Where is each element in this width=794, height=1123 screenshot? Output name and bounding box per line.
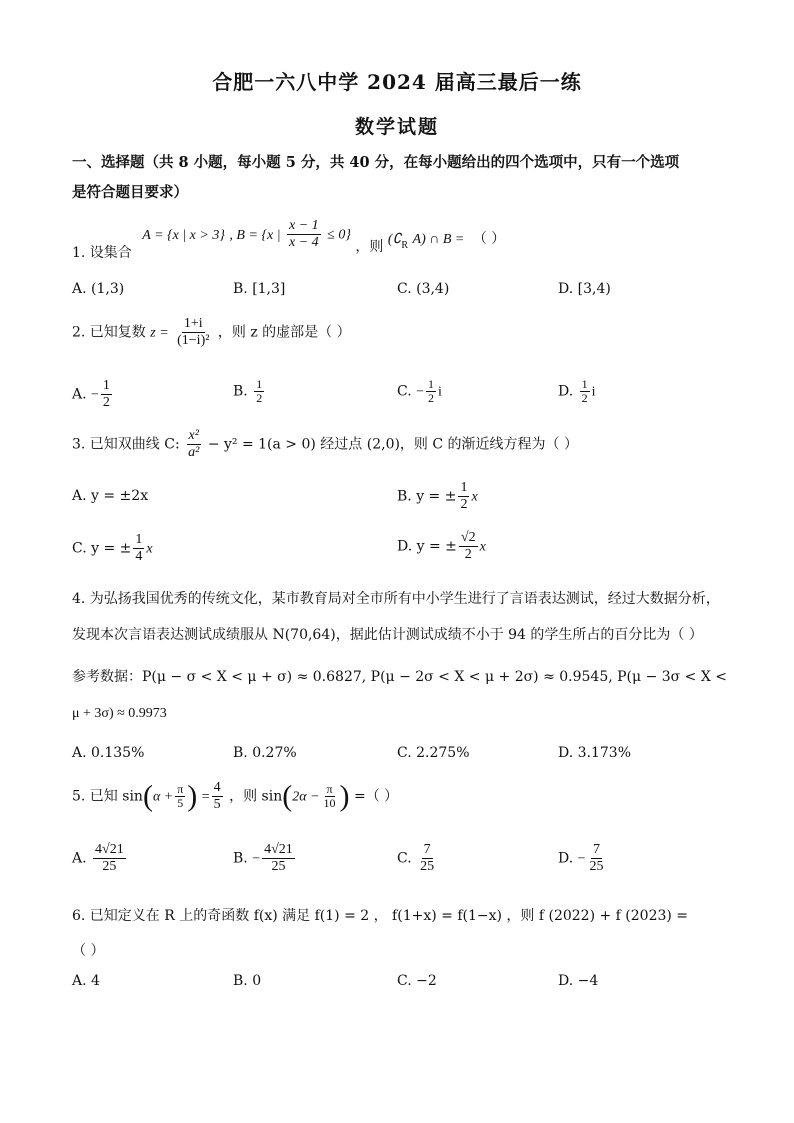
q2-option-b[interactable] — [233, 378, 266, 405]
q3-prefix: 3. 已知双曲线 C: — [72, 436, 180, 453]
q1-number: 1. 设集合 — [72, 244, 132, 261]
q5-paren-close: ) — [187, 779, 198, 813]
q5-option-b-label: B. — [233, 850, 248, 867]
q5-mid: ，则 sin — [229, 788, 283, 805]
question-1 — [72, 218, 732, 261]
q2-option-c-fraction — [426, 378, 436, 405]
q4-line1: 4. 为弘扬我国优秀的传统文化，某市教育局对全市所有中小学生进行了言语表达测试，经过大数据分析， — [72, 591, 720, 607]
q5-option-c-fraction — [418, 842, 436, 875]
q2-option-b-num: 1 — [256, 377, 263, 391]
q2-prefix: 2. 已知复数 — [72, 324, 146, 341]
q5-option-c-label: C. — [397, 850, 412, 867]
section-heading-line1: 一、选择题（共 8 小题，每小题 5 分，共 40 分，在每小题给出的四个选项中，只有一个选项 — [72, 154, 680, 171]
q2-option-a-label: A. — [72, 386, 87, 403]
q3-option-c-num: 1 — [135, 532, 143, 547]
q5-option-b-den: 25 — [271, 859, 286, 874]
q1-expression: A) ∩ B = — [412, 231, 465, 247]
q3-option-b-label: B. y = ± — [397, 488, 457, 505]
q2-z-eq: z = — [150, 325, 169, 341]
q3-option-b-den: 2 — [460, 497, 468, 512]
q5-eq: = — [201, 789, 210, 805]
q1-option-b[interactable]: B. [1,3] — [233, 281, 286, 297]
q3-fraction-denominator: a² — [188, 445, 200, 460]
q2-option-b-den: 2 — [256, 391, 263, 405]
q3-option-c-den: 4 — [135, 549, 143, 564]
q5-two-alpha: 2α − — [292, 789, 320, 805]
q4-option-d[interactable]: D. 3.173% — [558, 745, 632, 761]
q5-option-b-sign: − — [252, 851, 261, 867]
q1-complement: (∁ — [387, 231, 402, 247]
q2-option-a-num: 1 — [102, 378, 110, 393]
q3-option-d-num: √2 — [460, 530, 476, 545]
q3-option-b-num: 1 — [460, 480, 468, 495]
q1-complement-sub: R — [401, 240, 409, 252]
q5-four: 4 — [213, 780, 221, 795]
q1-fraction — [287, 218, 321, 251]
q2-option-c-num: 1 — [428, 377, 435, 391]
q1-set-b-suffix: ≤ 0} — [327, 227, 351, 243]
q1-then: ，则 — [355, 238, 384, 255]
q4-line3: 参考数据：P(μ − σ < X < μ + σ) ≈ 0.6827, P(μ − 2σ < X < μ + 2σ) ≈ 0.9545, P(μ − 3σ < X < — [72, 669, 727, 685]
q4-option-b[interactable]: B. 0.27% — [233, 745, 297, 761]
q3-option-d-den: 2 — [464, 547, 472, 562]
q2-option-a[interactable] — [72, 378, 114, 411]
q2-option-b-fraction — [254, 378, 264, 405]
q5-option-d-label: D. — [558, 850, 574, 867]
q5-four-fifths — [212, 780, 223, 813]
q5-option-c[interactable] — [397, 842, 438, 875]
q5-five: 5 — [177, 796, 184, 810]
q2-option-c-den: 2 — [428, 391, 435, 405]
q5-option-c-den: 25 — [420, 859, 435, 874]
q3-option-c-label: C. y = ± — [72, 540, 132, 557]
q5-paren2-open: ( — [282, 779, 293, 813]
q6-option-a[interactable]: A. 4 — [72, 973, 100, 989]
section-heading-line2: 是符合题目要求） — [72, 184, 188, 201]
q5-pi-over-10 — [322, 783, 338, 810]
exam-subtitle: 数学试题 — [354, 116, 439, 138]
q1-option-d[interactable]: D. [3,4) — [558, 281, 611, 297]
q1-fraction-denominator: x − 4 — [289, 235, 319, 250]
q1-option-a[interactable]: A. (1,3) — [72, 281, 125, 297]
q5-option-d-num: 7 — [593, 842, 601, 857]
q2-option-a-fraction — [101, 378, 112, 411]
q4-line4: μ + 3σ) ≈ 0.9973 — [72, 706, 167, 721]
q2-option-d[interactable] — [558, 378, 596, 405]
q6-option-b[interactable]: B. 0 — [233, 973, 262, 989]
q5-option-d-den: 25 — [589, 859, 604, 874]
q5-option-a-label: A. — [72, 850, 87, 867]
section-heading — [72, 148, 732, 208]
q3-option-d-x: x — [479, 539, 486, 555]
q2-option-d-fraction — [580, 378, 590, 405]
q5-paren-open: ( — [142, 779, 153, 813]
q5-option-c-num: 7 — [423, 842, 431, 857]
question-3 — [72, 428, 732, 461]
q3-fraction — [186, 428, 201, 461]
q5-tail: =（ ） — [354, 788, 399, 805]
q5-pi: π — [177, 782, 184, 796]
q6-option-c[interactable]: C. −2 — [397, 973, 437, 989]
q5-option-b[interactable] — [233, 842, 297, 875]
q2-fraction-denominator: (1−i)² — [177, 333, 210, 348]
q5-paren2-close: ) — [339, 779, 350, 813]
q3-fraction-numerator: x² — [188, 428, 199, 443]
q5-pi-2: π — [326, 782, 333, 796]
q5-option-a-num: 4√21 — [95, 842, 124, 857]
exam-title: 合肥一六八中学 2024 届高三最后一练 — [212, 70, 582, 94]
q2-option-b-label: B. — [233, 383, 248, 400]
q3-option-a[interactable]: A. y = ±2x — [72, 488, 149, 504]
q2-fraction — [175, 316, 211, 349]
q3-option-d-fraction — [459, 530, 478, 563]
q2-option-a-den: 2 — [102, 395, 110, 410]
q3-tail: − y² = 1(a > 0) 经过点 (2,0)，则 C 的渐近线方程为（ ） — [207, 436, 578, 453]
q5-ten: 10 — [323, 796, 336, 810]
q5-five-2: 5 — [213, 797, 221, 812]
q5-pi-over-5 — [175, 783, 185, 810]
q5-option-b-num: 4√21 — [264, 842, 293, 857]
q3-option-c-fraction — [133, 532, 144, 565]
q5-option-a-den: 25 — [102, 859, 117, 874]
q2-option-d-den: 2 — [581, 391, 588, 405]
q2-tail: ，则 z 的虚部是（ ） — [217, 324, 351, 341]
q5-option-a[interactable] — [72, 842, 128, 875]
q2-option-c-label: C. — [397, 383, 412, 400]
q1-set-a: A = {x | x > 3} — [142, 227, 225, 243]
q2-option-c-sign: − — [416, 384, 425, 400]
q2-option-c-suffix: i — [438, 384, 442, 400]
q1-option-c[interactable]: C. (3,4) — [397, 281, 450, 297]
q3-option-b[interactable] — [397, 480, 478, 513]
q3-option-c[interactable] — [72, 532, 153, 565]
q3-option-d[interactable] — [397, 530, 486, 563]
q2-option-d-label: D. — [558, 383, 574, 400]
q1-set-b-prefix: , B = {x | — [229, 227, 281, 243]
q2-option-d-num: 1 — [581, 377, 588, 391]
q3-option-d-label: D. y = ± — [397, 538, 457, 555]
q5-option-a-fraction — [93, 842, 126, 875]
q1-fraction-numerator: x − 1 — [289, 218, 319, 233]
q2-option-a-sign: − — [91, 387, 99, 403]
q2-fraction-numerator: 1+i — [183, 316, 203, 331]
q3-option-b-x: x — [471, 489, 478, 505]
question-2 — [72, 316, 732, 349]
q5-alpha: α + — [152, 789, 174, 805]
q4-option-a[interactable]: A. 0.135% — [72, 745, 145, 761]
q1-blank: （ ） — [472, 230, 506, 247]
q5-option-d-fraction — [588, 842, 606, 875]
q4-option-c[interactable]: C. 2.275% — [397, 745, 470, 761]
q5-prefix: 5. 已知 sin — [72, 788, 143, 805]
q4-line2: 发现本次言语表达测试成绩服从 N(70,64)，据此估计测试成绩不小于 94 的学生所占的百分比为（ ） — [72, 627, 703, 643]
q6-option-d[interactable]: D. −4 — [558, 973, 599, 989]
q5-option-d[interactable] — [558, 842, 608, 875]
q3-option-b-fraction — [458, 480, 469, 513]
q5-option-b-fraction — [262, 842, 295, 875]
q3-option-c-x: x — [146, 541, 153, 557]
q2-option-c[interactable] — [397, 378, 442, 405]
question-5 — [72, 780, 732, 813]
q5-option-d-sign: − — [577, 851, 586, 867]
q6-line1: 6. 已知定义在 R 上的奇函数 f(x) 满足 f(1) = 2 ， f(1+x) = f(1−x) ，则 f (2022) + f (2023) = — [72, 908, 689, 924]
q2-option-d-suffix: i — [591, 384, 596, 400]
q6-line2: （ ） — [72, 943, 105, 959]
